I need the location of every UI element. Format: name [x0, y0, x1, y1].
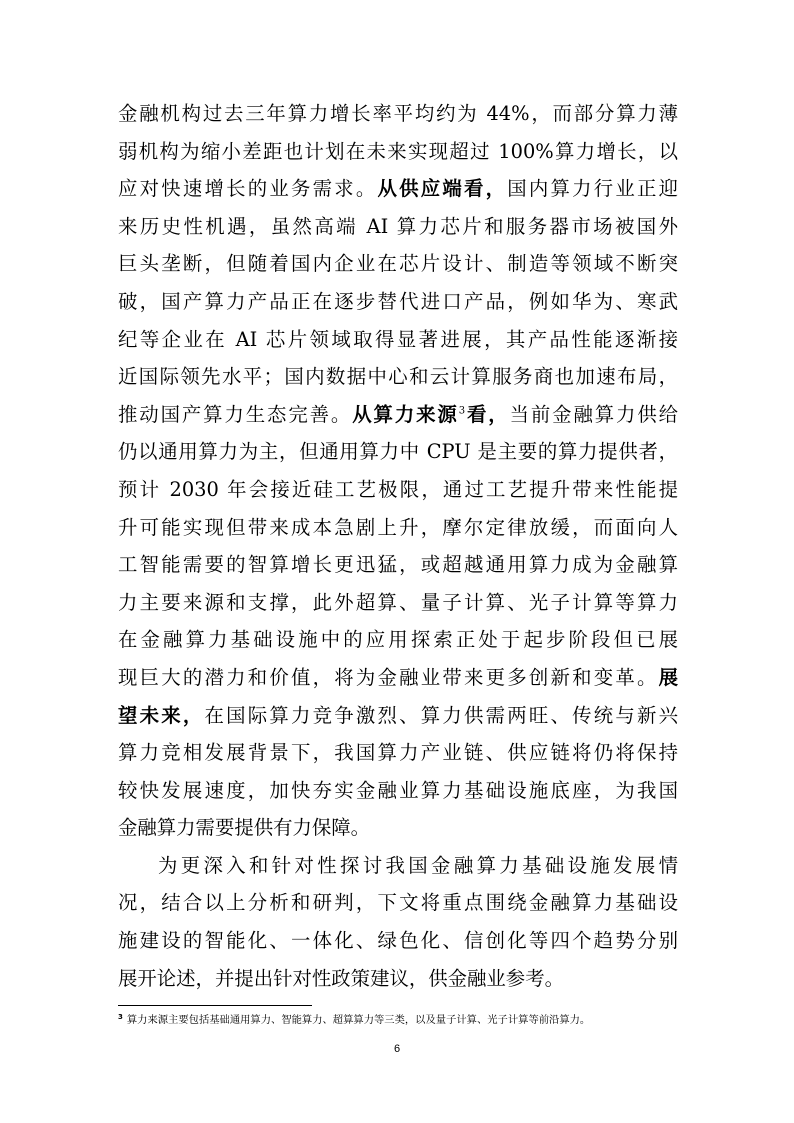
text-line: 金融机构过去三年算力增长率平均约为 44%，而部分算力薄	[118, 102, 678, 125]
text-line	[118, 697, 678, 735]
footnote-marker: 3	[118, 1012, 123, 1021]
text-line: 预计 2030 年会接近硅工艺极限，通过工艺提升带来性能提	[118, 477, 678, 501]
text-line: 算力竞相发展背景下，我国算力产业链、供应链将仍将保持	[118, 741, 678, 765]
text-line: 升可能实现但带来成本急剧上升，摩尔定律放缓，而面向人	[118, 515, 678, 539]
text-line: 纪等企业在 AI 芯片领域取得显著进展，其产品性能逐渐接	[118, 327, 678, 351]
page-number: 6	[393, 1043, 401, 1055]
bold-heading-outlook-cont: 望未来，	[118, 703, 205, 727]
text-line: 况，结合以上分析和研判，下文将重点围绕金融算力基础设	[118, 891, 678, 915]
text-line: 在金融算力基础设施中的应用探索正处于起步阶段但已展	[118, 628, 678, 652]
text-line: 弱机构为缩小差距也计划在未来实现超过 100%算力增长，以	[118, 139, 678, 163]
text-line: 工智能需要的智算增长更迅猛，或超越通用算力成为金融算	[118, 553, 678, 577]
text-line	[118, 170, 678, 208]
footnote-text: 算力来源主要包括基础通用算力、智能算力、超算算力等三类，以及量子计算、光子计算等前沿算力。	[126, 1014, 591, 1026]
text-line: 力主要来源和支撑，此外超算、量子计算、光子计算等算力	[118, 590, 678, 614]
bold-heading-outlook: 展	[658, 665, 678, 689]
text-line: 近国际领先水平；国内数据中心和云计算服务商也加速布局，	[118, 365, 678, 389]
text-line: 来历史性机遇，虽然高端 AI 算力芯片和服务器市场被国外	[118, 214, 678, 238]
text-run: 推动国产算力生态完善。	[118, 402, 353, 426]
text-line	[118, 396, 678, 434]
text-run: 在国际算力竞争激烈、算力供需两旺、传统与新兴	[204, 703, 679, 727]
footnote	[118, 1013, 688, 1027]
text-run: 现巨大的潜力和价值，将为金融业带来更多创新和变革。	[118, 665, 659, 689]
bold-heading-supply-side: 从供应端看，	[377, 177, 508, 201]
text-run: 应对快速增长的业务需求。	[118, 177, 378, 201]
footnote-separator	[118, 1005, 312, 1006]
text-line: 仍以通用算力为主，但通用算力中 CPU 是主要的算力提供者，	[118, 440, 678, 464]
text-line: 巨头垄断，但随着国内企业在芯片设计、制造等领域不断突	[118, 252, 678, 276]
footnote-reference[interactable]: 3	[458, 405, 466, 417]
bold-heading-compute-source: 从算力来源$^3$看，	[352, 402, 510, 426]
text-line: 展开论述，并提出针对性政策建议，供金融业参考。	[118, 966, 564, 990]
text-run: 当前金融算力供给	[509, 402, 679, 426]
text-line: 破，国产算力产品正在逐步替代进口产品，例如华为、寒武	[118, 289, 678, 313]
text-line: 为更深入和针对性探讨我国金融算力基础设施发展情	[158, 853, 678, 877]
text-run: 国内算力行业正迎	[507, 177, 679, 201]
text-line: 施建设的智能化、一体化、绿色化、信创化等四个趋势分别	[118, 929, 678, 953]
text-line: 金融算力需要提供有力保障。	[118, 816, 371, 840]
text-line: 较快发展速度，加快夯实金融业算力基础设施底座，为我国	[118, 778, 678, 802]
text-line	[118, 659, 678, 697]
body-text	[118, 95, 678, 997]
